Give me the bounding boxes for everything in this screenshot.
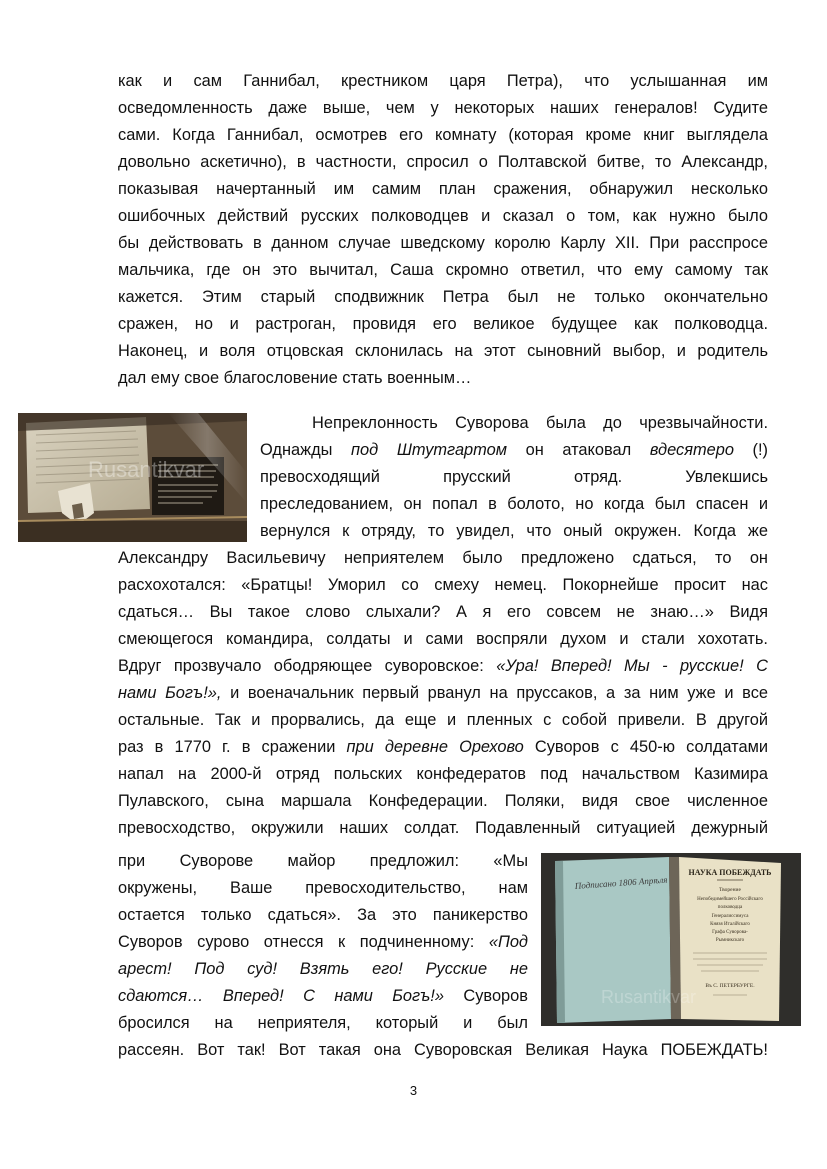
text-line: ошибочных действий русских полководцев и сказал о том, как нужно было [118, 207, 768, 225]
text-line: мальчика, где он это вычитал, Саша скромно ответил, что ему самому так [118, 261, 768, 279]
text-span: (!) [733, 441, 768, 459]
book-subtitle-line: Непобедимейшего Россійскаго [697, 897, 763, 902]
text-line: окружены, Ваше превосходительство, нам [118, 879, 528, 897]
italic-text: нами Богъ!», [118, 684, 222, 702]
text-line: при Суворове майор предложил: «Мы [118, 852, 528, 870]
book-subtitle-line: Графа Суворова- [712, 930, 748, 935]
text-line [118, 956, 528, 983]
text-line: остальные. Так и прорвались, да еще и пленных с собой привели. В другой [118, 711, 768, 729]
book-imprint: Въ С. ПЕТЕРБУРГЕ. [705, 983, 755, 989]
text-line: осведомленность даже выше, чем у некоторых наших генералов! Судите [118, 99, 768, 117]
book-subtitle-line: полководца [717, 905, 743, 910]
text-line: бы действовать в данном случае шведскому королю Карлу XII. При расспросе [118, 234, 768, 252]
text-line [118, 983, 528, 1010]
italic-text: сдаются… Вперед! С нами Богъ!» [118, 987, 444, 1005]
italic-text: при деревне Орехово [346, 738, 524, 756]
text-line: превосходящий прусский отряд. Увлекшись [260, 468, 768, 486]
book-subtitle-line: Рымникскаго [715, 938, 745, 943]
handwritten-inscription: Подписано 1806 Апрѣля [574, 874, 668, 891]
text-span: Суворов сурово отнесся к подчиненному: [118, 933, 489, 951]
text-line [260, 437, 768, 464]
text-line: смеющегося командира, солдаты и сами воспряли духом и стали хохотать. [118, 630, 768, 648]
text-line: дал ему свое благословение стать военным… [118, 369, 472, 387]
text-span: Вдруг прозвучало ободряющее суворовское: [118, 657, 497, 675]
book-subtitle-line: Князя Италійскаго [710, 922, 750, 927]
book-subtitle-line: Генералиссимуса [711, 914, 749, 919]
book-photo [541, 853, 801, 1026]
text-line: как и сам Ганнибал, крестником царя Петра), что услышанная им [118, 72, 768, 90]
museum-exhibit-illustration [18, 413, 247, 542]
book-subtitle-line: Творение [719, 887, 741, 893]
italic-text: арест! Под суд! Взять его! Русские не [118, 960, 528, 978]
text-line [118, 653, 768, 680]
text-line [118, 680, 768, 707]
text-line: остается только сдаться». За это паникерство [118, 906, 528, 924]
watermark-text: Rusantikvar [88, 457, 205, 482]
text-line: сдаться… Вы такое слово слыхали? А я его совсем не знаю…» Видя [118, 603, 768, 621]
text-line: Наконец, и воля отцовская склонилась на этот сыновний выбор, и родитель [118, 342, 768, 360]
italic-text: вдесятеро [649, 441, 734, 459]
text-span: Суворов с 450-ю солдатами [523, 738, 768, 756]
text-span: Однажды [260, 441, 352, 459]
watermark-text: Rusantikvar [601, 987, 697, 1007]
page-number: 3 [409, 1083, 418, 1098]
text-line: напал на 2000-й отряд польских конфедератов под начальством Казимира [118, 765, 768, 783]
book-illustration [541, 853, 801, 1026]
text-line: сами. Когда Ганнибал, осмотрев его комнату (которая кроме книг выглядела [118, 126, 768, 144]
book-title: НАУКА ПОБЕЖДАТЬ [688, 868, 772, 877]
text-line: Пулавского, сына маршала Конфедерации. Поляки, видя свое численное [118, 792, 768, 810]
text-line: преследованием, он попал в болото, но когда был спасен и [260, 495, 768, 513]
text-span: Суворов [443, 987, 528, 1005]
text-line: расхохотался: «Братцы! Уморил со смеху немец. Покорнейше просит нас [118, 576, 768, 594]
text-span: раз в 1770 г. в сражении [118, 738, 347, 756]
text-line [118, 734, 768, 761]
text-line: бросился на неприятеля, который и был [118, 1014, 528, 1032]
text-line: вернулся к отряду, то увидел, что оный окружен. Когда же [260, 522, 768, 540]
text-line [118, 929, 528, 956]
text-line: довольно аскетично), в частности, спросил о Полтавской битве, то Александр, [118, 153, 768, 171]
italic-text: под Штутгартом [351, 441, 507, 459]
italic-text: «Ура! Вперед! Мы - русские! С [496, 657, 768, 675]
italic-text: «Под [488, 933, 528, 951]
text-span: и военачальник первый рванул на пруссаков, а за ним уже и все [221, 684, 768, 702]
text-line: кажется. Этим старый сподвижник Петра был не только окончательно [118, 288, 768, 306]
text-line: показывая начертанный им самим план сражения, обнаружил несколько [118, 180, 768, 198]
museum-exhibit-photo [18, 413, 247, 542]
text-line: рассеян. Вот так! Вот такая она Суворовская Великая Наука ПОБЕЖДАТЬ! [118, 1041, 768, 1059]
text-line: Непреклонность Суворова была до чрезвычайности. [312, 414, 768, 432]
text-line: Александру Васильевичу неприятелем было предложено сдаться, то он [118, 549, 768, 567]
text-line: превосходство, окружили наших солдат. Подавленный ситуацией дежурный [118, 819, 768, 837]
text-span: он атаковал [507, 441, 650, 459]
text-line: сражен, но и растроган, провидя его великое будущее как полководца. [118, 315, 768, 333]
